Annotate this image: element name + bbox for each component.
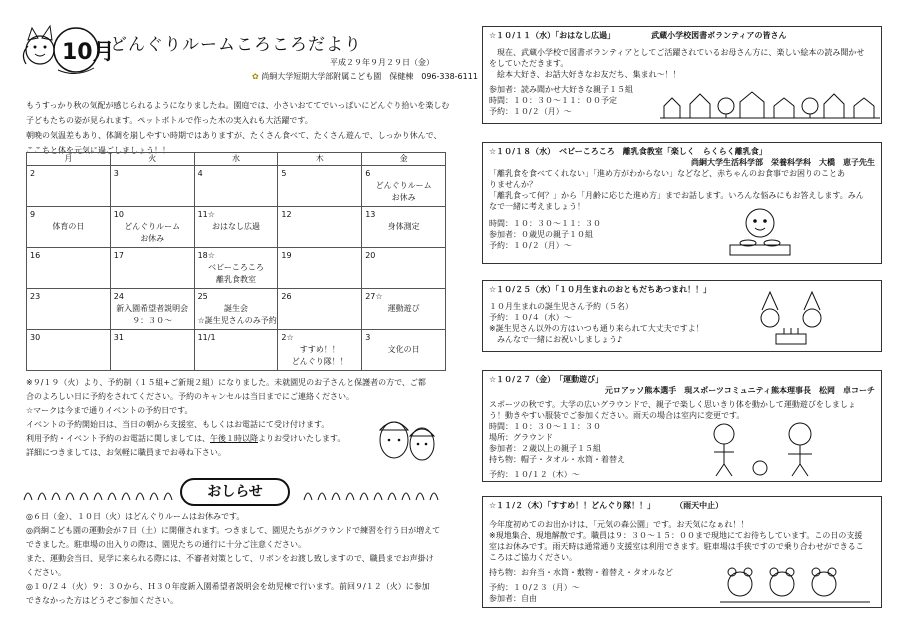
event-line: 参加者：２歳以上の親子１５組: [489, 444, 601, 453]
baby-eating-icon: [720, 205, 800, 260]
event-header: [489, 500, 875, 511]
event-line: ※現地集合、現地解散です。職員は９：３０～１５：００まで現地にてお待ちしています。この日の支援: [489, 531, 863, 540]
notice-line: ください。: [26, 568, 66, 577]
calendar-day-number: 12: [281, 210, 292, 219]
calendar-event-label: 運動遊び: [387, 304, 420, 313]
calendar-week-row: [27, 330, 446, 371]
houses-illustration-icon: [660, 90, 880, 120]
calendar-event-label: どんぐりルーム: [375, 181, 432, 190]
note-line: 詳細につきましては、お気軽に職員までお尋ね下さい。: [26, 448, 226, 457]
calendar-day-number: 30: [30, 333, 41, 342]
calendar-day-number: 2☆: [281, 333, 294, 342]
note-text: 利用予約・イベント予約のお電話に関しましては、: [26, 434, 210, 443]
intro-line: 子どもたちの姿が見られます。ペットボトルで作った木の実入れも大活躍です。: [26, 116, 313, 125]
calendar-day-cell: [278, 248, 362, 289]
calendar-day-number: 11/1: [197, 333, 216, 342]
calendar-day-cell: [194, 330, 278, 371]
event-line: 予約：１０/４（水）～: [489, 313, 572, 322]
calendar-day-number: 13: [365, 210, 376, 219]
notice-line: ◎１０/２４（火）９：３０から、Ｈ３０年度新入園希望者説明会を幼児棟で行います。前回９/１２（火）に参加: [26, 582, 430, 591]
calendar-day-cell: [362, 289, 446, 330]
event-line: 現在、武蔵小学校で図書ボランティアとしてご活躍されているお母さん方に、楽しい絵本の読み聞かせ: [489, 48, 865, 57]
event-title: ☆１０/１１（水）「おはなし広過」: [489, 31, 616, 40]
calendar-event-label: おはなし広過: [211, 222, 260, 231]
calendar-event-label: 体育の日: [52, 222, 85, 231]
event-line: をしていただきます。: [489, 59, 569, 68]
event-line: 絵本大好き、お話大好きなお友だち、集まれ～！！: [489, 70, 681, 79]
calendar-day-number: 26: [281, 292, 292, 301]
event-line: なで一緒に考えましょう！: [489, 202, 585, 211]
event-header: [489, 30, 875, 41]
calendar-day-number: 31: [113, 333, 124, 342]
calendar-day-number: 10: [113, 210, 124, 219]
calendar-day-cell: [278, 166, 362, 207]
event-line: 予約：１０/２（月）～: [489, 107, 572, 116]
event-title: ☆１１/２（木）「すすめ！！どんぐり隊！！」: [489, 501, 656, 510]
event-box-baby: [482, 142, 882, 264]
event-line: う！動きやすい服装でご参加ください。雨天の場合は室内に変更です。: [489, 411, 745, 420]
calendar-event-label: どんぐり隊！！: [291, 357, 348, 366]
calendar-day-cell: [110, 330, 194, 371]
event-line: ころはご協力ください。: [489, 553, 577, 562]
event-title: ☆１０/２５（水）「１０月生まれのおともだちあつまれ！！」: [489, 285, 712, 294]
calendar-day-number: 11☆: [197, 210, 215, 219]
event-line: りませんか？: [489, 180, 537, 189]
event-line: 「離乳食って何？」から「月齢に応じた進め方」までお話します。いろんな悩みにもお答えします。みん: [489, 191, 864, 200]
event-host: 武蔵小学校図書ボランティアの皆さん: [651, 31, 787, 40]
calendar-day-cell: [278, 289, 362, 330]
calendar-day-number: 6: [365, 169, 371, 178]
calendar-week-row: [27, 207, 446, 248]
event-header: [489, 374, 875, 385]
flower-icon: ✿: [252, 72, 259, 81]
calendar-event-label: すすめ！！: [299, 345, 340, 354]
calendar-day-number: 3: [113, 169, 119, 178]
issue-date: 平成２９年９月２９日（金）: [330, 58, 434, 67]
month-badge: [18, 20, 115, 78]
calendar-event-label: どんぐりルーム: [124, 222, 181, 231]
calendar-week-row: [27, 166, 446, 207]
calendar-event-label: 新入園希望者説明会: [116, 304, 189, 313]
event-line: １０月生まれの誕生児さん予約（５名）: [489, 302, 633, 311]
weekday-header: 木: [278, 153, 362, 166]
event-line: 時間：１０：３０～１１：３０: [489, 422, 601, 431]
calendar-day-cell: [27, 166, 111, 207]
event-line: スポーツの秋です。大学の広いグラウンドで、親子で楽しく思いきり体を動かして運動遊びをしましょ: [489, 400, 856, 409]
event-line: みんなで一緒にお祝いしましょう♪: [489, 335, 623, 344]
page-title: どんぐりルームころころだより: [110, 35, 362, 55]
calendar-day-cell: [194, 207, 278, 248]
calendar-event-label: お休み: [391, 193, 416, 202]
calendar-event-label: 文化の日: [387, 345, 420, 354]
kids-playing-ball-icon: [700, 420, 830, 478]
event-title: ☆１０/１８（水） ベビーころころ 離乳食教室「楽しく らくらく離乳食」: [489, 147, 767, 156]
calendar-event-label: 身体測定: [387, 222, 420, 231]
notice-line: できなかった方はどうぞご参加ください。: [26, 596, 178, 605]
calendar-week-row: [27, 248, 446, 289]
note-line: ☆マークは今まで通りイベントの予約日です。: [26, 406, 193, 415]
calendar-day-number: 9: [30, 210, 36, 219]
calendar-day-number: 5: [281, 169, 287, 178]
event-line: 予約：１０/２３（月）～: [489, 583, 580, 592]
org-contact: [252, 72, 478, 83]
notice-list: [26, 510, 451, 608]
calendar-day-number: 19: [281, 251, 292, 260]
calendar-day-cell: [110, 289, 194, 330]
calendar-day-cell: [362, 330, 446, 371]
event-host: （雨天中止）: [675, 501, 724, 510]
calendar-table: [26, 152, 446, 371]
intro-line: 朝晩の気温差もあり、体調を崩しやすい時期ではありますが、たくさん食べて、たくさん遊んで、しっかり休んで、: [26, 131, 442, 140]
event-header: [489, 146, 875, 157]
calendar-day-number: 16: [30, 251, 41, 260]
calendar-day-cell: [27, 248, 111, 289]
calendar-day-cell: [362, 166, 446, 207]
org-contact-text: 尚絅大学短期大学部附属こども園 保健棟 096-338-6111: [261, 72, 478, 81]
calendar-day-number: 17: [113, 251, 124, 260]
calendar-day-number: 25: [197, 292, 208, 301]
event-title: ☆１０/２７（金） 「運動遊び」: [489, 375, 604, 384]
calendar-day-number: 27☆: [365, 292, 383, 301]
notice-line: できました。駐車場の出入りの際は、園児たちの通行に十分ご注意ください。: [26, 540, 306, 549]
calendar-event-label: ９：３０～: [132, 316, 173, 325]
calendar-event-label: ベビーころころ: [208, 263, 264, 272]
event-line: 参加者：０歳児の親子１０組: [489, 230, 593, 239]
calendar-event-label: 離乳食教室: [215, 275, 256, 284]
event-line: 時間：１０：３０～１１：００予定: [489, 96, 617, 105]
event-line: 持ち物：帽子・タオル・水筒・着替え: [489, 455, 625, 464]
intro-text: [26, 98, 450, 158]
note-line: 合のよろしい日に予約をされてください。予約のキャンセルは当日までにご連絡ください。: [26, 392, 354, 401]
calendar-day-cell: [278, 207, 362, 248]
calendar-day-cell: [194, 166, 278, 207]
calendar-day-cell: [27, 289, 111, 330]
calendar-day-cell: [110, 207, 194, 248]
calendar-day-cell: [362, 207, 446, 248]
event-line: 参加者：自由: [489, 594, 537, 603]
acorn-characters-icon: [372, 400, 442, 470]
calendar-day-number: 3: [365, 333, 371, 342]
event-host: 元ロアッソ熊本選手 現スポーツコミュニティ熊本理事長 松岡 卓コーチ: [604, 386, 875, 395]
calendar-day-number: 23: [30, 292, 41, 301]
note-text: よりお受けいたします。: [258, 434, 346, 443]
calendar-day-cell: [362, 248, 446, 289]
event-line: ※誕生児さん以外の方はいつも通り来られて大丈夫ですよ！: [489, 324, 704, 333]
weekday-header: 水: [194, 153, 278, 166]
animals-picnic-icon: [720, 560, 870, 604]
birthday-kids-icon: [748, 290, 838, 346]
note-line: イベントの予約開始日は、当日の朝から支援室、もしくはお電話にて受け付けます。: [26, 420, 330, 429]
calendar-day-cell: [110, 248, 194, 289]
intro-line: ここちと体を元気に過ごしましょう！！: [26, 146, 170, 155]
note-line: ※９/１９（火）より、予約制（１５組+ご新規２組）になりました。未就園児のお子さんと保護者の方で、ご都: [26, 378, 426, 387]
event-line: 「離乳食を食べてくれない」「進め方がわからない」などなど、赤ちゃんのお食事でお困りのことあ: [489, 169, 845, 178]
calendar-event-label: 誕生会: [223, 304, 248, 313]
intro-line: もうすっかり秋の気配が感じられるようになりましたね。園庭では、小さいおててでいっぱいにどんぐり拾いを楽しむ: [26, 101, 450, 110]
event-line: 時間：１０：３０～１１：３０: [489, 219, 601, 228]
calendar-day-cell: [194, 248, 278, 289]
notice-heading: おしらせ: [180, 478, 290, 506]
month-label: 10月: [62, 40, 115, 65]
calendar-day-number: 24: [113, 292, 124, 301]
note-underlined: 午後１時以降: [210, 434, 258, 443]
event-line: 持ち物：お弁当・水筒・敷物・着替え・タオルなど: [489, 568, 673, 577]
event-host: 尚絅大学生活科学部 栄養科学科 大橋 恵子先生: [691, 158, 875, 167]
calendar-event-label: ☆誕生児さんのみ予約: [197, 316, 277, 325]
calendar-day-number: 4: [197, 169, 203, 178]
weekday-header: 金: [362, 153, 446, 166]
calendar-day-cell: [278, 330, 362, 371]
calendar-event-label: お休み: [140, 234, 165, 243]
calendar-day-cell: [110, 166, 194, 207]
weekday-header: 月: [27, 153, 111, 166]
notice-line: ◎６日（金）、１０日（火）はどんぐりルームはお休みです。: [26, 512, 245, 521]
event-line: 予約：１０/１２（木）～: [489, 470, 580, 479]
calendar-day-number: 20: [365, 251, 376, 260]
calendar-day-number: 18☆: [197, 251, 215, 260]
notice-line: ◎尚絅こども園の運動会が７日（土）に開催されます。つきまして、園児たちがグラウンドで練習を行う日が増えて: [26, 526, 441, 535]
calendar-day-cell: [194, 289, 278, 330]
calendar-day-cell: [27, 207, 111, 248]
event-line: 今年度初めてのお出かけは、「元気の森公園」です。お天気になぁれ！！: [489, 520, 749, 529]
calendar-week-row: [27, 289, 446, 330]
event-line: 予約：１０/２（月）～: [489, 241, 572, 250]
notice-line: また、運動会当日、見学に来られる際には、不審者対策として、リボンをお渡し致しますので、職員までお声掛け: [26, 554, 434, 563]
event-line: 参加者：読み聞かせ大好きな親子１５組: [489, 85, 633, 94]
calendar-day-number: 2: [30, 169, 36, 178]
event-line: 室はお休みです。雨天時は通常通り支援室は利用できます。駐車場は手狭ですので乗り合わせができるこ: [489, 542, 864, 551]
weekday-header: 火: [110, 153, 194, 166]
calendar-header-row: [27, 153, 446, 166]
event-line: 場所：グラウンド: [489, 433, 553, 442]
calendar-day-cell: [27, 330, 111, 371]
